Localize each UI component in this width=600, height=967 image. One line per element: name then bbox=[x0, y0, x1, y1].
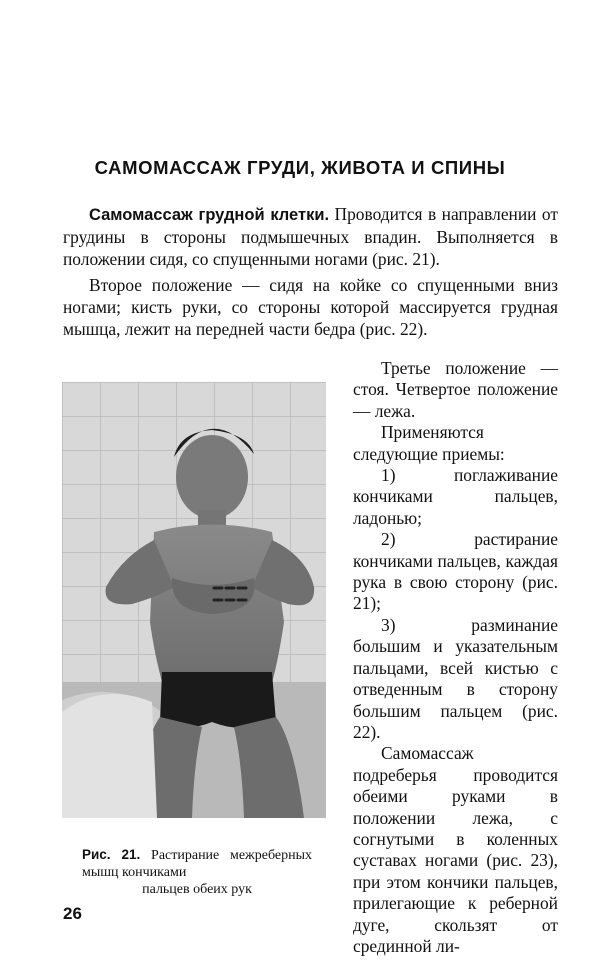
photo-illustration bbox=[62, 382, 326, 818]
intro-paragraph-1-rest: Проводится в направлении от грудины в стороны подмышечных впадин. Выполняется в положении сидя, со спущенными ногами (рис. 21). bbox=[63, 204, 558, 269]
side-paragraph-2: Применяются следующие приемы: bbox=[353, 422, 505, 464]
intro-text bbox=[63, 203, 558, 340]
page-number: 26 bbox=[63, 904, 82, 923]
side-paragraph-6: Самомассаж подреберья проводится обеими руками в положении лежа, с согнутыми в коленных суставах ногами (рис. 23), при этом кончики пальцев, прилегающие к реберной дуге, скользят от срединной ли- bbox=[353, 743, 558, 956]
intro-paragraph-1 bbox=[63, 203, 558, 270]
figure-caption bbox=[82, 846, 312, 898]
intro-paragraph-2: Второе положение — сидя на койке со спущенными вниз ногами; кисть руки, со стороны которой массируется грудная мышца, лежит на передней части бедра (рис. 22). bbox=[63, 275, 558, 339]
side-paragraph-1: Третье положение — стоя. Четвертое положение — лежа. bbox=[353, 358, 558, 421]
side-paragraph-4: 2) растирание кончиками пальцев, каждая рука в свою сторону (рис. 21); bbox=[353, 529, 558, 614]
figure-caption-main: Растирание межреберных мышц кончиками bbox=[82, 848, 312, 880]
section-title: САМОМАССАЖ ГРУДИ, ЖИВОТА И СПИНЫ bbox=[94, 157, 506, 178]
figure-label: Рис. 21. bbox=[82, 847, 141, 862]
side-paragraph-5: 3) разминание большим и указательным пальцами, всей кистью с отведенным в сторону большим пальцем (рис. 22). bbox=[353, 614, 558, 742]
side-column-text bbox=[353, 358, 558, 957]
figure-caption-last: пальцев обеих рук bbox=[142, 882, 252, 897]
figure-photo bbox=[62, 382, 326, 818]
side-paragraph-3: 1) поглаживание кончиками пальцев, ладонью; bbox=[353, 465, 558, 528]
intro-lead: Самомассаж грудной клетки. bbox=[89, 206, 330, 224]
